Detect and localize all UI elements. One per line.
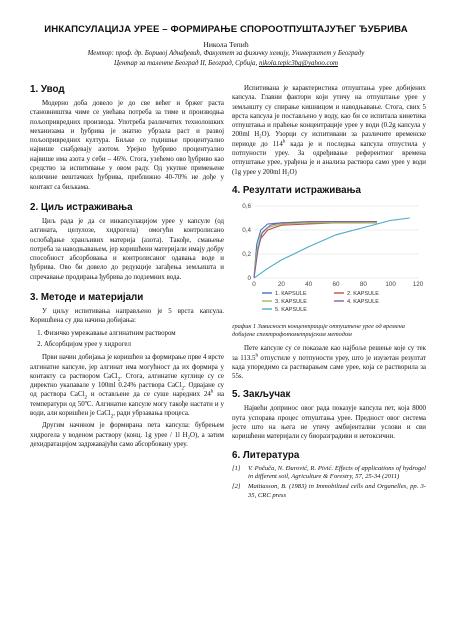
left-column bbox=[30, 84, 224, 452]
goal-paragraph: Циљ рада је да се инкапсулацијом урее у капсуле (од алгината, целулозе, хидрогела) омогући контролисано ослобађање хранљивих материја (азота). Такође, смањење потреба за наводњавањем, јер коришћени материјали имају добру способност абсорбовања и контролисаног одавања воде и ђубрива. Ово би довело до редукције загађења земљишта и спречавање продирања ђубрива до подземних вода. bbox=[30, 217, 224, 281]
legend-label: 5. KAPSULE bbox=[275, 306, 308, 313]
x-tick-label: 80 bbox=[359, 280, 367, 288]
methods-paragraph-1: У циљу испитивања направљено је 5 врста капсула. Коришћена су два начина добијања: bbox=[30, 308, 224, 325]
x-tick-label: 120 bbox=[412, 280, 424, 288]
methods-list-item: 1. Физичко умрежавање алгинатним раствором bbox=[44, 329, 224, 338]
legend-label: 2. KAPSULE bbox=[347, 290, 380, 297]
intro-paragraph: Модерно доба довело је до све већег и бржег раста становништва чиме се увећава потреба за тиме и производња пољопривредних производа. Употреба различитих технолошких механизама и ђубрива је знатно убрзала раст и развој пољопривредних култура. Биљке се годишње процентуално највише снабдевају азотом. Урејно ђубриво процентуално највише има азота у себи – 46%. Стога, узећемо ово ђубриво као средство за испитивање у овом раду. Од укупне примењене количине вештачких ђубрива, приближно 40-70% не дође у контакт са биљкама. bbox=[30, 100, 224, 191]
author-name: Никола Тепић bbox=[203, 40, 249, 49]
email-link[interactable]: nikola.tepic3bg@yahoo.com bbox=[258, 60, 338, 67]
x-tick-label: 60 bbox=[332, 280, 340, 288]
x-tick-label: 100 bbox=[385, 280, 396, 288]
literature-heading: 6. Литература bbox=[232, 449, 300, 461]
x-tick-label: 20 bbox=[277, 280, 285, 288]
y-tick-label: 0,6 bbox=[242, 203, 251, 211]
chart-caption: график 1 Зависност концентрације отпуштене урее од времена добијене спектрофотометријском методом bbox=[232, 323, 405, 339]
right-column bbox=[232, 84, 426, 502]
goal-heading: 2. Циљ истраживања bbox=[30, 201, 133, 213]
methods-list bbox=[30, 329, 224, 350]
methods-heading: 3. Методе и материјали bbox=[30, 292, 144, 304]
methods-paragraph-2: Први начин добијања је коришћен за формирање прве 4 врсте алгинатне капсуле, јер алгинат има могућност да их формира у контакту са раствором CaCl$_2$. Стога, алгинатне куглице су се директно укапавале у 100ml 0.24% раствора CaCl$_2$. Одвајане су од раствора CaCl$_2$ и остављене да се суше наредних 24$^h$ на температури од 50ºC. Алгинатне капсуле могу такође настати и у води, али коришћен је CaCl$_2$, ради убрзавања процеса. bbox=[30, 354, 224, 420]
y-tick-label: 0 bbox=[247, 275, 251, 283]
line-chart-svg bbox=[232, 200, 426, 318]
reference-item: [1] V. Počuča, N. Đurović, R. Pivić. Effects of applications of hydrogel in different soil, Agriculture & Forestry, 57, 25-34 (2011) bbox=[232, 464, 426, 480]
legend-label: 1. КАPSULE bbox=[275, 290, 307, 297]
series-line bbox=[254, 223, 377, 278]
affiliation-line bbox=[0, 60, 452, 67]
y-tick-label: 0,2 bbox=[242, 251, 251, 259]
series-line bbox=[254, 223, 363, 278]
results-heading: 4. Резултати истраживања bbox=[232, 184, 361, 196]
legend-label: 3. KAPSULE bbox=[275, 298, 308, 305]
intro-heading: 1. Увод bbox=[30, 84, 65, 95]
methods-list-item: 2. Абсорбцијом урее у хидрогел bbox=[44, 340, 224, 349]
conclusion-paragraph: Највећи допринос овог рада показује капсула пет, која 8000 пута успорава процес отпуштања урее. Предност овог система јесте што на њега не утичу амбијентални услови и сви коришћени материјали су биоразградиви и нетоксични. bbox=[232, 405, 426, 441]
methods-continued-paragraph: Испитивана је карактеристика отпуштања урее добијених капсула. Главни фактори који утичу на отпуштање урее у земљишту су спирање кишницом и наводњавање. Стога, свих 5 врста капсула је постављено у воду, као би се испитала кинетика отпуштања и праћење концентрације урее у води (0.2g капсула у 200ml H₂O). Узорци су испитивани за различите временске периоде до 114$^h$ када је и последња капсула отпустила у потпуности уреу. За одређивање референтног времена отпуштање урее, урађена је и анализа раствора само урее у води (1g урее у 200ml H₂O) bbox=[232, 85, 426, 176]
page-title: ИНКАПСУЛАЦИЈА УРЕЕ – ФОРМИРАЊЕ СПОРООТПУШТАЈУЋЕГ ЂУБРИВА bbox=[44, 24, 408, 35]
reference-list bbox=[232, 465, 426, 500]
x-tick-label: 40 bbox=[305, 280, 313, 288]
x-tick-label: 0 bbox=[252, 280, 256, 288]
y-tick-label: 0,4 bbox=[242, 227, 251, 235]
results-chart bbox=[232, 200, 426, 321]
affiliation-text: Центар за таленте Београд II, Београд, Србија, bbox=[113, 60, 259, 67]
results-paragraph: Пете капсуле су се показале као најбоље решење које су тек за 113.5$^h$ отпустиле у потпуности уреу, што је изузетан резултат када упоредимо са растварањем саме урее, која се растворила за 55s. bbox=[232, 345, 426, 381]
reference-item: [2] Mattiasson, B. (1983) in Immobilized cells and Organelles, pp. 3-35, CRC press bbox=[232, 483, 426, 499]
methods-paragraph-3: Другим начином је формирана пета капсула: бубрењем хидрогела у воденом раствору (конц. 1g урее / 1l H₂O), а затим дехидратацијом задржавајући само абсорбовану уреу. bbox=[30, 422, 224, 448]
conclusion-heading: 5. Закључак bbox=[232, 389, 291, 401]
series-line bbox=[254, 223, 377, 278]
mentor-line: Ментор: проф. др. Боривој Аднађевић, Факултет за физичку хемију, Универзитет у Београду bbox=[87, 50, 365, 57]
legend-label: 4. KAPSULE bbox=[347, 298, 380, 305]
